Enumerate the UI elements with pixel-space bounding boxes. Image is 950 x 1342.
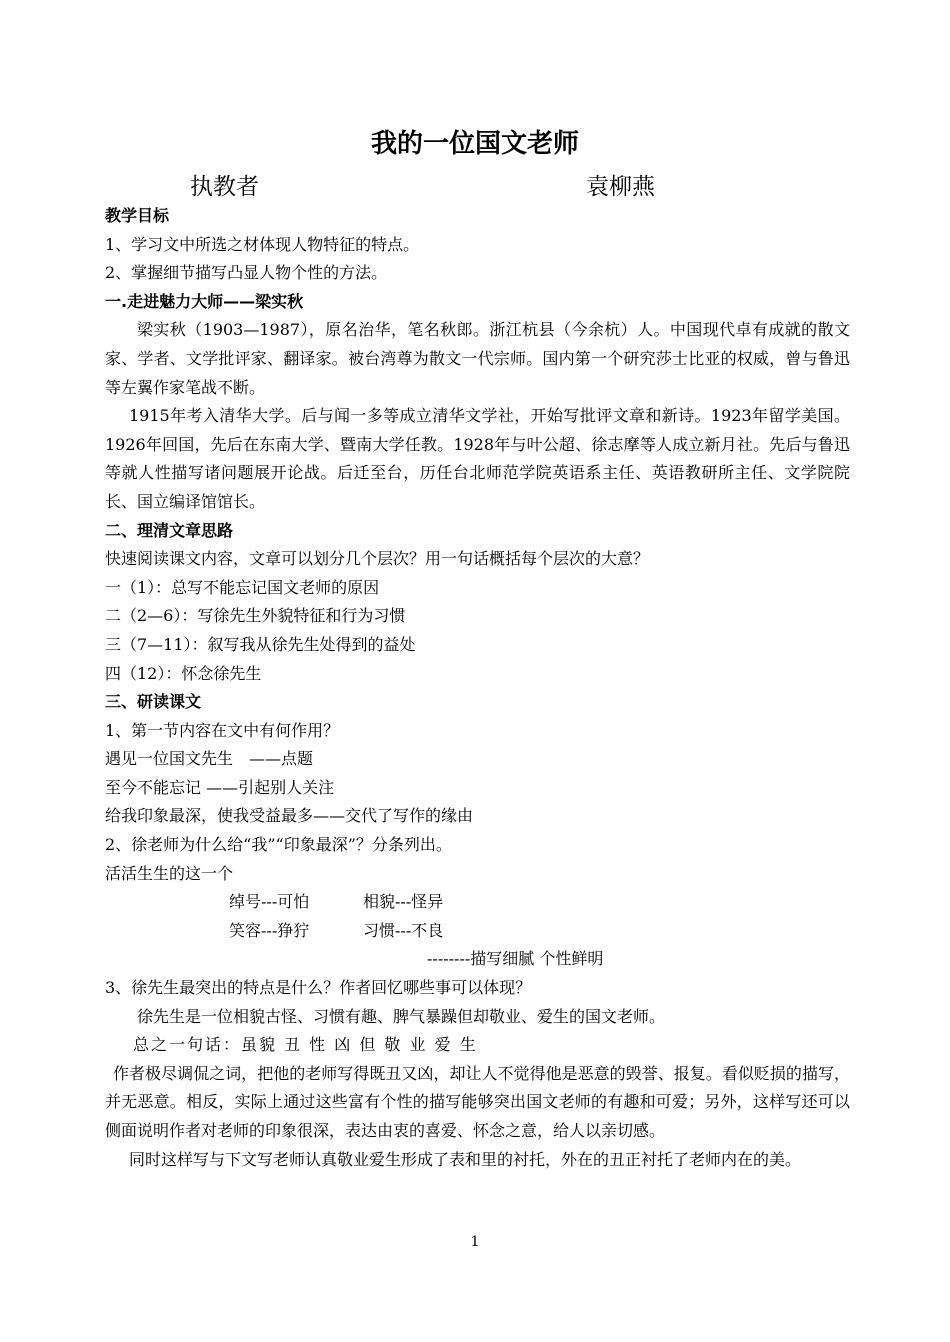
question-3: 3、徐先生最突出的特点是什么？作者回忆哪些事可以体现？ [105, 978, 532, 998]
career-paragraph: 1915年考入清华大学。后与闻一多等成立清华文学社，开始写批评文章和新诗。1923年留学美国。1926年回国，先后在东南大学、暨南大学任教。1928年与叶公超、徐志摩等人成立新月社。先后与鲁迅等就人性描写诸问题展开论战。后迁至台，历任台北师范学院英语系主任、英语教研所主任、文学院院长、国立编译馆馆长。 [105, 406, 850, 511]
teacher-name: 袁柳燕 [586, 174, 655, 200]
page-number: 1 [470, 1234, 480, 1250]
traits-row [105, 917, 850, 946]
goal-item: 2、掌握细节描写凸显人物个性的方法。 [105, 263, 388, 283]
summary-line: 总之一句话：虽貌 丑 性 凶 但 敬 业 爱 生 [133, 1035, 478, 1055]
trait-item: 绰号---可怕 [229, 892, 310, 912]
trait-item: 习惯---不良 [363, 920, 444, 940]
question-3-answer: 徐先生是一位相貌古怪、习惯有趣、脾气暴躁但却敬业、爱生的国文老师。 [137, 1006, 666, 1026]
answer-line: 至今不能忘记 ——引起别人关注 [105, 777, 335, 797]
traits-row [105, 888, 850, 917]
document-body [105, 202, 850, 1174]
section2-heading: 二、理清文章思路 [105, 520, 234, 540]
structure-question: 快速阅读课文内容，文章可以划分几个层次？用一句话概括每个层次的大意？ [105, 549, 650, 569]
structure-item: 四（12）：怀念徐先生 [105, 663, 262, 683]
structure-item: 三（7—11）：叙写我从徐先生处得到的益处 [105, 634, 416, 654]
question-2: 2、徐老师为什么给“我”“印象最深”？分条列出。 [105, 835, 452, 855]
answer-line: 遇见一位国文先生 ——点题 [105, 749, 314, 769]
biography-paragraph: 梁实秋（1903—1987），原名治华，笔名秋郎。浙江杭县（今余杭）人。中国现代卓有成就的散文家、学者、文学批评家、翻译家。被台湾尊为散文一代宗师。国内第一个研究莎士比亚的权威，曾与鲁迅等左翼作家笔战不断。 [105, 320, 850, 397]
teacher-label: 执教者 [190, 174, 259, 200]
document-title: 我的一位国文老师 [370, 129, 579, 159]
goals-heading: 教学目标 [105, 206, 170, 225]
question-2-intro: 活活生生的这一个 [105, 863, 234, 883]
trait-item: 相貌---怪异 [363, 892, 444, 912]
structure-item: 二（2—6）：写徐先生外貌特征和行为习惯 [105, 606, 406, 626]
structure-item: 一（1）：总写不能忘记国文老师的原因 [105, 577, 380, 597]
section1-heading: 一.走进魅力大师——梁实秋 [105, 291, 304, 311]
traits-note: --------描写细腻 个性鲜明 [427, 949, 604, 969]
goal-item: 1、学习文中所选之材体现人物特征的特点。 [105, 234, 420, 254]
analysis-paragraph: 作者极尽调侃之词，把他的老师写得既丑又凶，却让人不觉得他是恶意的毁誉、报复。看似贬损的描写，并无恶意。相反，实际上通过这些富有个性的描写能够突出国文老师的有趣和可爱；另外，这样写还可以侧面说明作者对老师的印象很深，表达由衷的喜爱、怀念之意，给人以亲切感。 [105, 1063, 850, 1140]
section3-heading: 三、研读课文 [105, 692, 202, 712]
contrast-paragraph: 同时这样写与下文写老师认真敬业爱生形成了表和里的衬托，外在的丑正衬托了老师内在的美。 [129, 1149, 802, 1169]
trait-item: 笑容---狰狞 [229, 920, 310, 940]
question-1: 1、第一节内容在文中有何作用？ [105, 720, 340, 740]
answer-line: 给我印象最深，使我受益最多——交代了写作的缘由 [105, 806, 474, 826]
